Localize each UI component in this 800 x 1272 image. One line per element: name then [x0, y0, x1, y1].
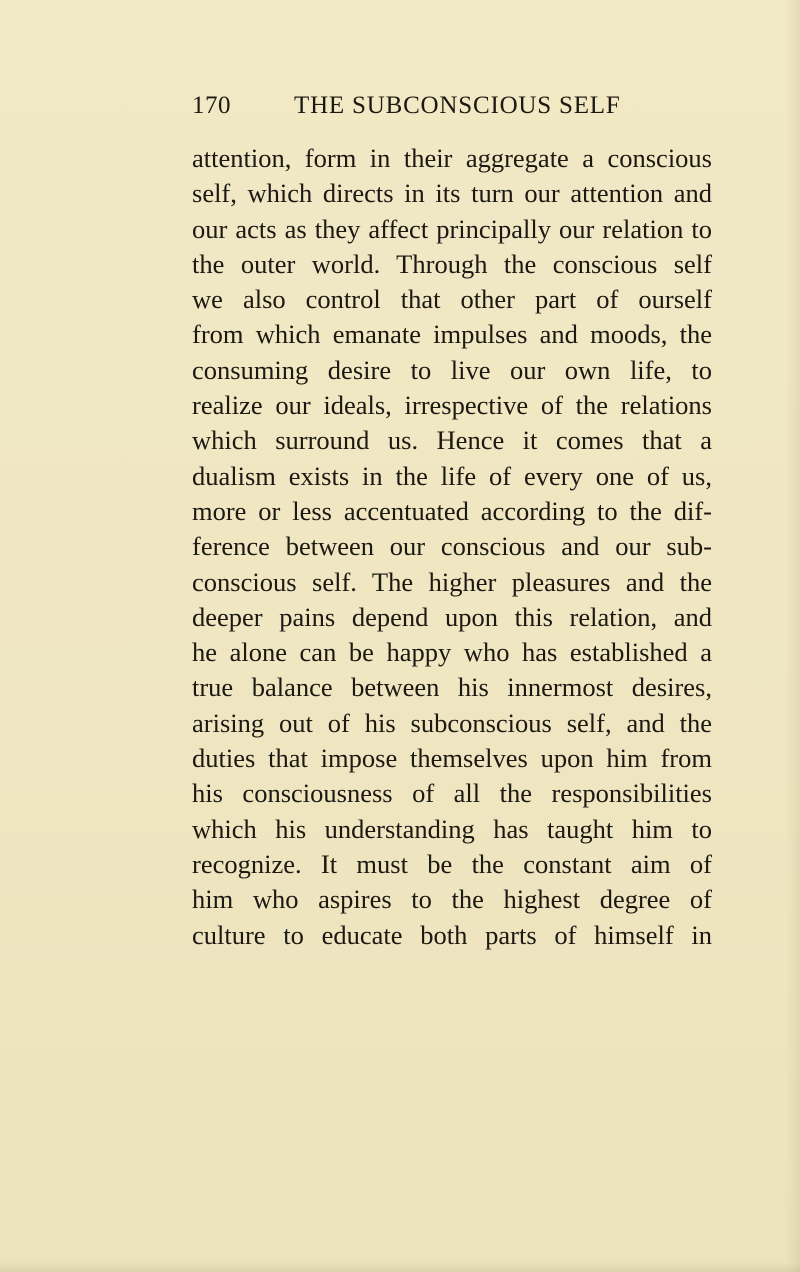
text-line: we also control that other part of ourself — [192, 284, 712, 315]
text-line: the outer world. Through the conscious self — [192, 248, 712, 279]
text-line: his consciousness of all the responsibilities — [192, 778, 712, 809]
text-line: culture to educate both parts of himself in — [192, 919, 712, 950]
text-line: conscious self. The higher pleasures and the — [192, 566, 712, 597]
text-line: he alone can be happy who has established a — [192, 637, 712, 668]
text-line: consuming desire to live our own life, to — [192, 354, 712, 385]
text-line: our acts as they affect principally our relation to — [192, 213, 712, 244]
text-line: ference between our conscious and our sub- — [192, 531, 712, 562]
text-line: arising out of his subconscious self, and the — [192, 707, 712, 738]
text-line: attention, form in their aggregate a conscious — [192, 143, 712, 173]
text-line: him who aspires to the highest degree of — [192, 884, 712, 915]
page-header — [192, 92, 710, 124]
text-line: from which emanate impulses and moods, the — [192, 319, 712, 350]
text-line: which surround us. Hence it comes that a — [192, 425, 712, 456]
text-line: realize our ideals, irrespective of the relations — [192, 390, 712, 421]
text-line: true balance between his innermost desires, — [192, 672, 712, 703]
text-line: more or less accentuated according to the dif- — [192, 495, 712, 526]
page-edge-shadow — [786, 0, 800, 1272]
text-line: recognize. It must be the constant aim of — [192, 848, 712, 879]
text-line: dualism exists in the life of every one of us, — [192, 460, 712, 491]
body-text — [192, 141, 712, 953]
page-bottom-shadow — [0, 1262, 800, 1272]
running-title: THE SUBCONSCIOUS SELF — [294, 92, 621, 119]
text-line: which his understanding has taught him to — [192, 813, 712, 844]
text-line: self, which directs in its turn our attention and — [192, 178, 712, 209]
text-line: duties that impose themselves upon him from — [192, 743, 712, 774]
text-line: deeper pains depend upon this relation, and — [192, 601, 712, 632]
page-number: 170 — [192, 92, 231, 119]
